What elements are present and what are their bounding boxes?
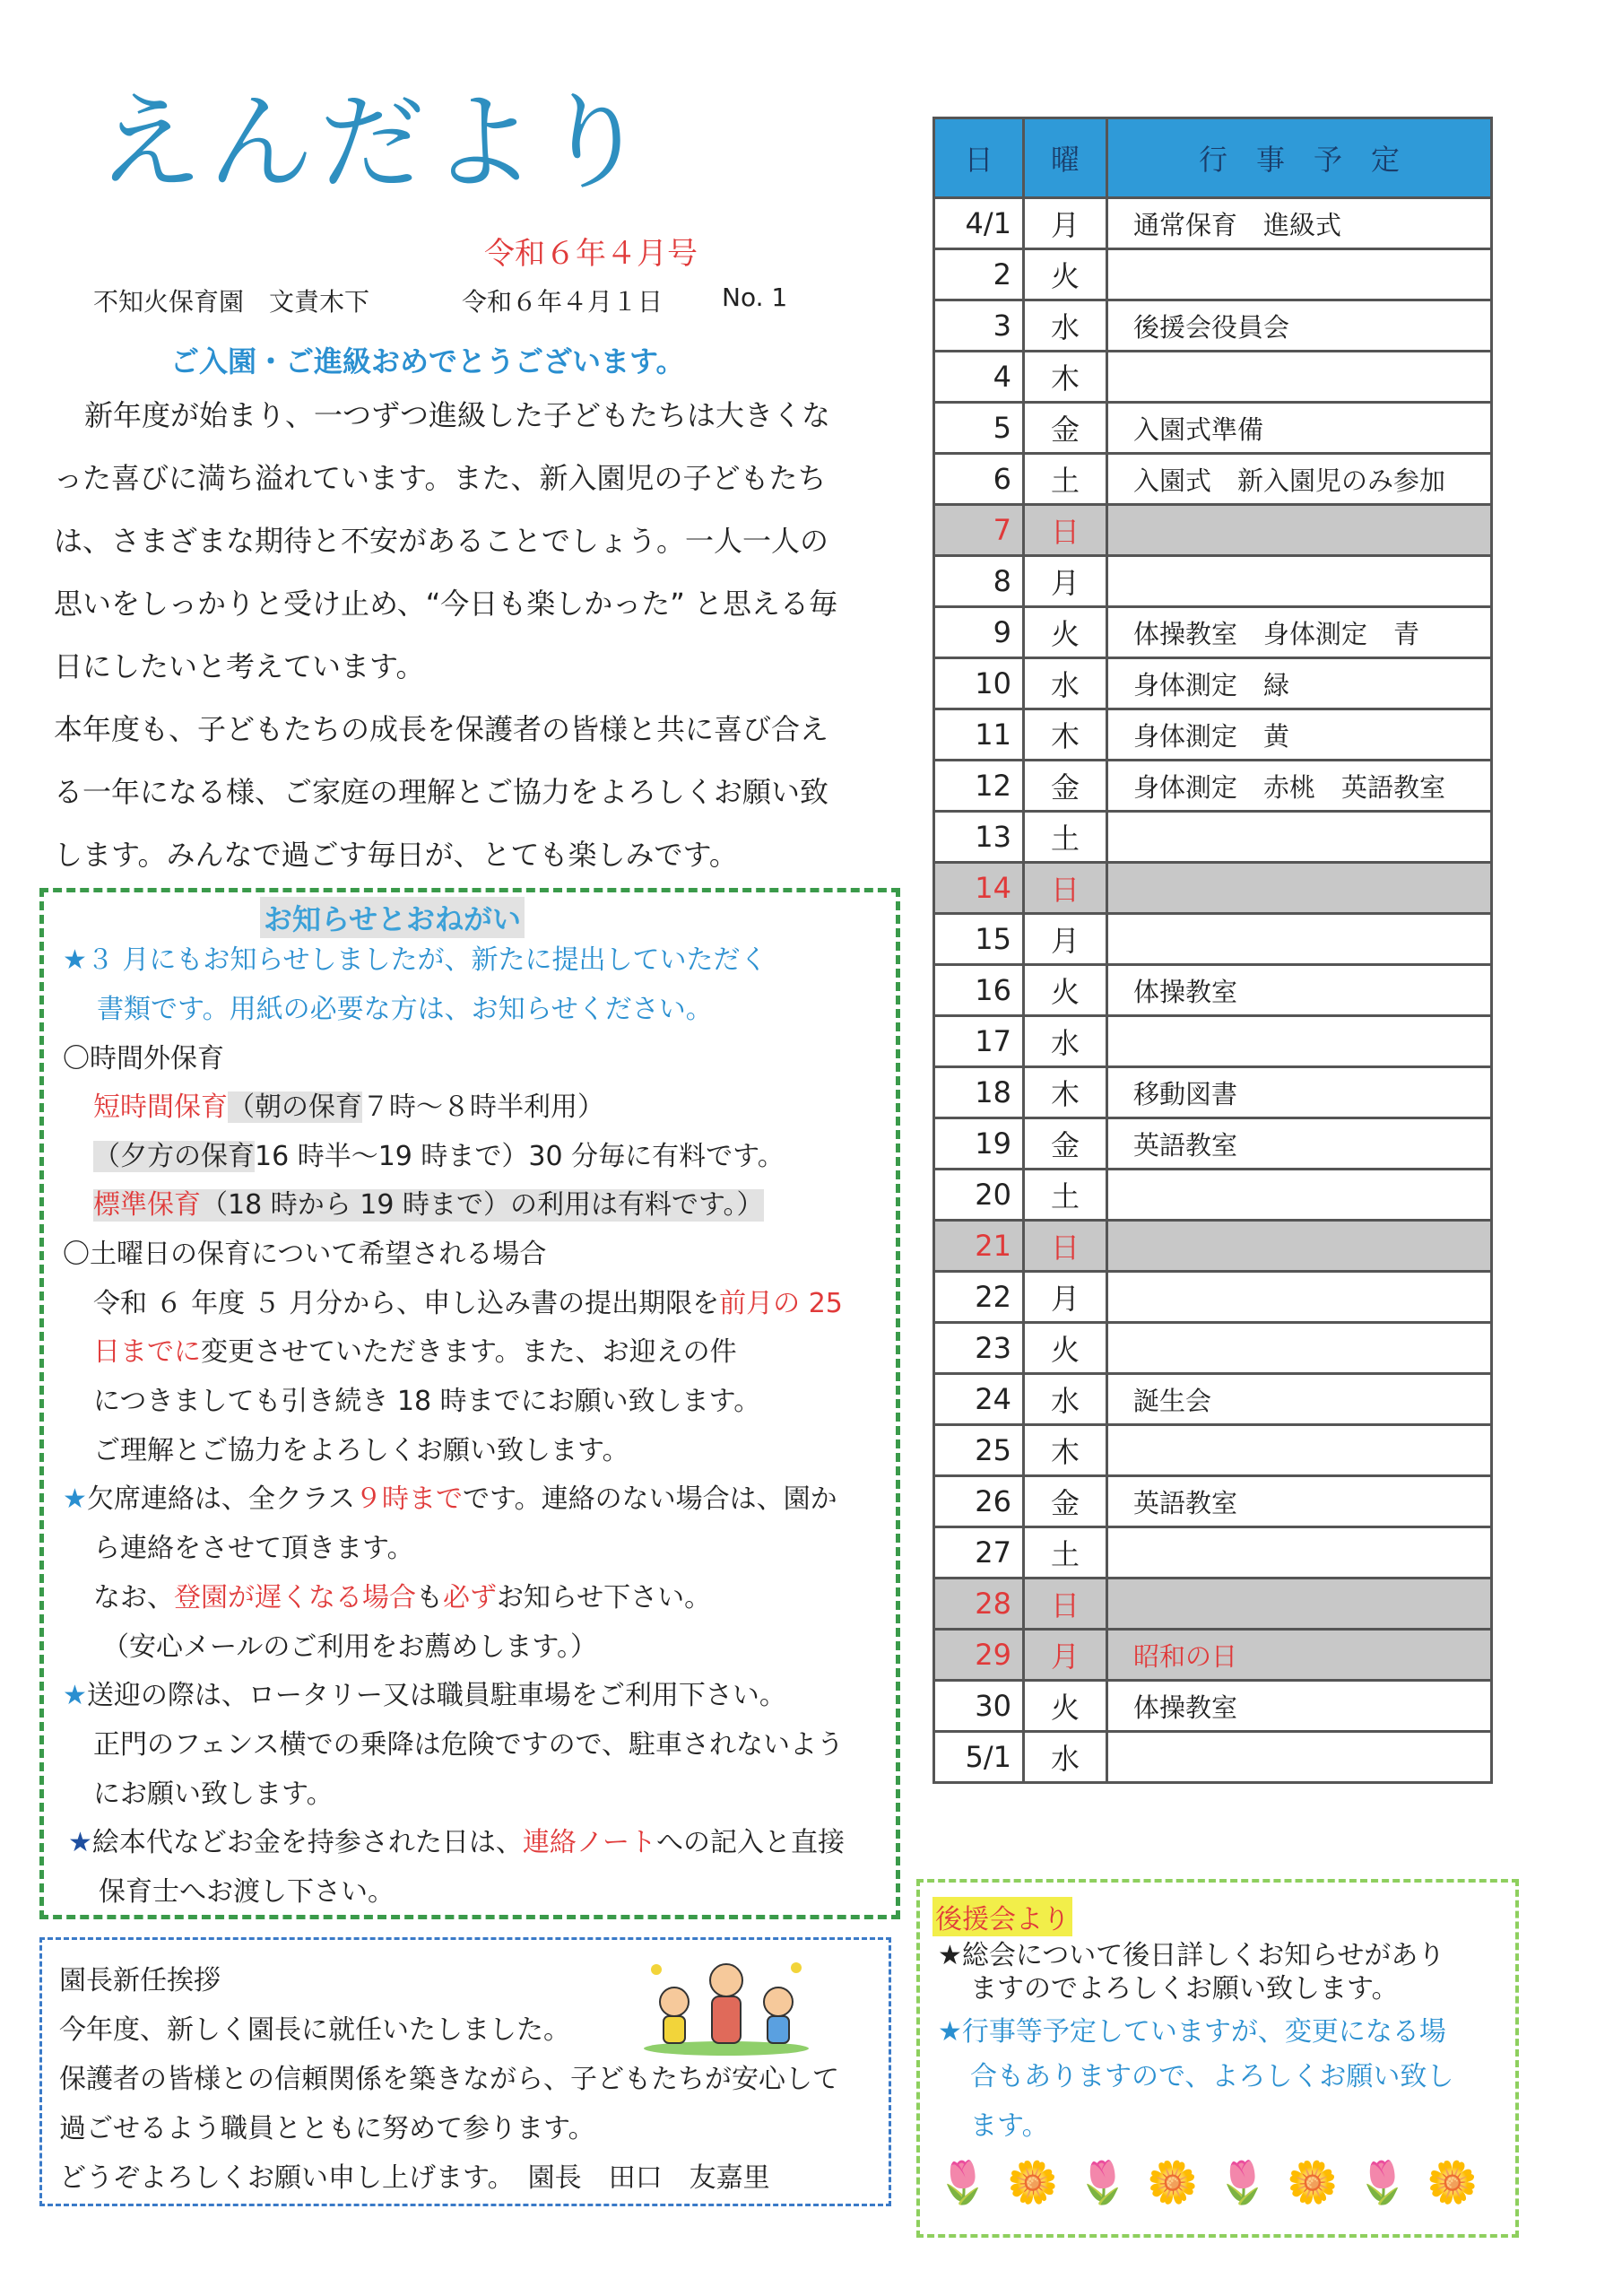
schedule-row — [934, 556, 1492, 607]
schedule-row — [934, 965, 1492, 1016]
schedule-weekday: 月 — [1024, 198, 1107, 249]
pta-line: 合もありますので、よろしくお願い致し — [970, 2061, 1454, 2092]
schedule-day: 21 — [934, 1221, 1024, 1272]
notice-line: 正門のフェンス横での乗降は危険ですので、駐車されないよう — [93, 1729, 844, 1761]
schedule-day: 26 — [934, 1476, 1024, 1527]
schedule-day: 12 — [934, 761, 1024, 812]
schedule-row — [934, 403, 1492, 454]
notice-text: 16 時半～19 時まで）30 分毎に有料です。 — [255, 1141, 785, 1172]
schedule-event — [1107, 1221, 1492, 1272]
schedule-day: 10 — [934, 658, 1024, 709]
schedule-day: 5/1 — [934, 1732, 1024, 1783]
notice-line-evening — [93, 1141, 785, 1173]
schedule-event: 入園式準備 — [1107, 403, 1492, 454]
schedule-event: 移動図書 — [1107, 1067, 1492, 1118]
schedule-event — [1107, 1527, 1492, 1578]
notice-emph: 登園が遅くなる場合 — [174, 1582, 416, 1613]
schedule-weekday: 水 — [1024, 300, 1107, 352]
schedule-day: 4 — [934, 352, 1024, 403]
notice-line-deadline2 — [93, 1336, 737, 1369]
greeting-title: ご入園・ご進級おめでとうございます。 — [170, 344, 685, 378]
schedule-row — [934, 352, 1492, 403]
schedule-event — [1107, 812, 1492, 863]
schedule-row — [934, 1527, 1492, 1578]
schedule-row — [934, 198, 1492, 249]
schedule-day: 16 — [934, 965, 1024, 1016]
notice-line-money — [68, 1827, 845, 1859]
schedule-event: 身体測定 赤桃 英語教室 — [1107, 761, 1492, 812]
header-events: 行 事 予 定 — [1107, 118, 1492, 198]
schedule-weekday: 火 — [1024, 965, 1107, 1016]
schedule-event — [1107, 1016, 1492, 1067]
schedule-event — [1107, 1323, 1492, 1374]
schedule-day: 17 — [934, 1016, 1024, 1067]
notice-emph: 必ず — [443, 1582, 497, 1613]
header-day: 日 — [934, 118, 1024, 198]
principal-title: 園長新任挨拶 — [59, 1965, 221, 1996]
flower-icon: 🌼 — [1427, 2158, 1479, 2206]
schedule-event: 身体測定 黄 — [1107, 709, 1492, 761]
notice-line-pickup — [63, 1680, 786, 1712]
notice-line: 保育士へお渡し下さい。 — [99, 1876, 395, 1908]
notice-line: 〇土曜日の保育について希望される場合 — [63, 1239, 547, 1270]
schedule-day: 28 — [934, 1578, 1024, 1630]
pta-line: ★行事等予定していますが、変更になる場 — [938, 2016, 1446, 2048]
schedule-row — [934, 1630, 1492, 1681]
issue-number: No. 1 — [722, 283, 788, 312]
notice-line-short-care — [93, 1091, 604, 1124]
newsletter-title: えんだより — [97, 81, 654, 204]
children-illustration — [638, 1955, 814, 2056]
schedule-weekday: 月 — [1024, 556, 1107, 607]
schedule-day: 15 — [934, 914, 1024, 965]
schedule-row — [934, 1681, 1492, 1732]
flower-icon: 🌷 — [1217, 2158, 1269, 2206]
schedule-row — [934, 1374, 1492, 1425]
notice-text: です。連絡のない場合は、園か — [463, 1483, 837, 1515]
schedule-day: 20 — [934, 1170, 1024, 1221]
notice-line: （安心メールのご利用をお薦めします。） — [102, 1631, 597, 1663]
org-author: 不知火保育園 文責木下 — [93, 287, 370, 317]
notice-text: 絵本代などお金を持参された日は、 — [91, 1827, 523, 1858]
schedule-row — [934, 761, 1492, 812]
principal-line: 過ごせるよう職員とともに努めて参ります。 — [59, 2113, 595, 2144]
schedule-day: 19 — [934, 1118, 1024, 1170]
pta-line: ★総会について後日詳しくお知らせがあり — [938, 1940, 1445, 1971]
notice-emph: 標準保育 — [93, 1189, 201, 1221]
principal-line: 今年度、新しく園長に就任いたしました。 — [59, 2014, 570, 2046]
schedule-row — [934, 454, 1492, 505]
schedule-day: 4/1 — [934, 198, 1024, 249]
greeting-line: します。みんなで過ごす毎日が、とても楽しみです。 — [54, 838, 738, 872]
notice-text: お知らせ下さい。 — [497, 1582, 712, 1613]
schedule-row — [934, 1732, 1492, 1783]
schedule-event: 誕生会 — [1107, 1374, 1492, 1425]
schedule-weekday: 金 — [1024, 1476, 1107, 1527]
notice-text: への記入と直接 — [656, 1827, 846, 1858]
greeting-line: は、さまざまな期待と不安があることでしょう。一人一人の — [54, 524, 829, 558]
schedule-row — [934, 1170, 1492, 1221]
schedule-event: 身体測定 緑 — [1107, 658, 1492, 709]
pta-line: ます。 — [970, 2110, 1049, 2142]
schedule-event: 後援会役員会 — [1107, 300, 1492, 352]
schedule-row — [934, 300, 1492, 352]
notice-text: 欠席連絡は、全クラス — [86, 1483, 356, 1515]
schedule-weekday: 土 — [1024, 812, 1107, 863]
schedule-day: 2 — [934, 249, 1024, 300]
schedule-row — [934, 1221, 1492, 1272]
schedule-weekday: 金 — [1024, 403, 1107, 454]
schedule-day: 24 — [934, 1374, 1024, 1425]
schedule-weekday: 水 — [1024, 1374, 1107, 1425]
flower-icon: 🌷 — [1357, 2158, 1409, 2206]
schedule-weekday: 土 — [1024, 1527, 1107, 1578]
schedule-event — [1107, 1578, 1492, 1630]
greeting-line: 思いをしっかりと受け止め、“今日も楽しかった” と思える毎 — [54, 587, 838, 621]
schedule-day: 8 — [934, 556, 1024, 607]
schedule-day: 6 — [934, 454, 1024, 505]
schedule-weekday: 火 — [1024, 1681, 1107, 1732]
schedule-row — [934, 1016, 1492, 1067]
notice-emph: 短時間保育 — [93, 1091, 228, 1123]
schedule-event: 昭和の日 — [1107, 1630, 1492, 1681]
schedule-row — [934, 1118, 1492, 1170]
notice-text: （夕方の保育 — [93, 1141, 255, 1172]
schedule-weekday: 金 — [1024, 761, 1107, 812]
schedule-day: 29 — [934, 1630, 1024, 1681]
schedule-event — [1107, 1170, 1492, 1221]
schedule-row — [934, 1578, 1492, 1630]
greeting-line: った喜びに満ち溢れています。また、新入園児の子どもたち — [54, 461, 827, 495]
star-icon: ★ — [63, 1483, 87, 1515]
notice-line: 書類です。用紙の必要な方は、お知らせください。 — [97, 994, 713, 1025]
schedule-weekday: 木 — [1024, 352, 1107, 403]
schedule-weekday: 水 — [1024, 1732, 1107, 1783]
schedule-row — [934, 1272, 1492, 1323]
schedule-event: 通常保育 進級式 — [1107, 198, 1492, 249]
schedule-weekday: 水 — [1024, 658, 1107, 709]
schedule-event: 体操教室 身体測定 青 — [1107, 607, 1492, 658]
schedule-event — [1107, 914, 1492, 965]
star-icon: ★ — [68, 1827, 92, 1858]
schedule-weekday: 火 — [1024, 607, 1107, 658]
schedule-row — [934, 812, 1492, 863]
schedule-weekday: 木 — [1024, 1425, 1107, 1476]
notice-line: にお願い致します。 — [93, 1779, 334, 1810]
notice-line: ご理解とご協力をよろしくお願い致します。 — [93, 1435, 629, 1466]
schedule-weekday: 日 — [1024, 505, 1107, 556]
schedule-event: 体操教室 — [1107, 965, 1492, 1016]
schedule-weekday: 木 — [1024, 709, 1107, 761]
greeting-body — [54, 384, 888, 886]
schedule-day: 9 — [934, 607, 1024, 658]
schedule-row — [934, 249, 1492, 300]
schedule-weekday: 土 — [1024, 1170, 1107, 1221]
schedule-weekday: 月 — [1024, 914, 1107, 965]
schedule-day: 18 — [934, 1067, 1024, 1118]
schedule-weekday: 火 — [1024, 1323, 1107, 1374]
schedule-row — [934, 1476, 1492, 1527]
schedule-row — [934, 863, 1492, 914]
notice-line-deadline — [93, 1288, 843, 1320]
notice-line: につきましても引き続き 18 時までにお願い致します。 — [93, 1386, 761, 1417]
notice-emph: 日までに — [93, 1336, 201, 1368]
schedule-weekday: 日 — [1024, 863, 1107, 914]
issue-date: 令和６年４月１日 — [462, 287, 664, 317]
schedule-row — [934, 607, 1492, 658]
schedule-row — [934, 1323, 1492, 1374]
schedule-row — [934, 505, 1492, 556]
notice-title: お知らせとおねがい — [260, 897, 525, 938]
schedule-weekday: 火 — [1024, 249, 1107, 300]
schedule-event — [1107, 556, 1492, 607]
schedule-row — [934, 914, 1492, 965]
notice-text: 令和 ６ 年度 ５ 月分から、申し込み書の提出期限を — [93, 1288, 720, 1319]
notice-line: 〇時間外保育 — [63, 1043, 224, 1074]
schedule-event — [1107, 1732, 1492, 1783]
schedule-day: 27 — [934, 1527, 1024, 1578]
schedule-event: 英語教室 — [1107, 1476, 1492, 1527]
schedule-weekday: 土 — [1024, 454, 1107, 505]
event-schedule-table — [932, 117, 1493, 1784]
notice-line-late — [93, 1582, 711, 1614]
notice-text: も — [416, 1582, 443, 1613]
principal-line: 保護者の皆様との信頼関係を築きながら、子どもたちが安心して — [59, 2064, 839, 2095]
schedule-event: 体操教室 — [1107, 1681, 1492, 1732]
schedule-row — [934, 1067, 1492, 1118]
notice-text: なお、 — [93, 1582, 174, 1613]
notice-line-absence — [63, 1483, 837, 1516]
greeting-line: 新年度が始まり、一つずつ進級した子どもたちは大きくな — [84, 398, 831, 432]
schedule-weekday: 金 — [1024, 1118, 1107, 1170]
notice-emph: 連絡ノート — [522, 1827, 657, 1858]
schedule-day: 13 — [934, 812, 1024, 863]
notice-text: 変更させていただきます。また、お迎えの件 — [201, 1336, 737, 1368]
schedule-event — [1107, 1425, 1492, 1476]
schedule-weekday: 日 — [1024, 1221, 1107, 1272]
notice-text: ７時～８時半利用） — [362, 1091, 604, 1123]
schedule-weekday: 月 — [1024, 1272, 1107, 1323]
schedule-event — [1107, 863, 1492, 914]
table-header-row — [934, 118, 1492, 198]
schedule-day: 7 — [934, 505, 1024, 556]
issue-label: 令和６年４月号 — [484, 236, 698, 272]
flower-icon: 🌼 — [1007, 2158, 1059, 2206]
schedule-weekday: 水 — [1024, 1016, 1107, 1067]
principal-line: どうぞよろしくお願い申し上げます。 園長 田口 友嘉里 — [59, 2162, 770, 2194]
pta-title: 後援会より — [932, 1897, 1072, 1936]
notice-text: 送迎の際は、ロータリー又は職員駐車場をご利用下さい。 — [86, 1680, 786, 1711]
schedule-row — [934, 709, 1492, 761]
schedule-weekday: 木 — [1024, 1067, 1107, 1118]
schedule-day: 14 — [934, 863, 1024, 914]
notice-emph: ９時まで — [355, 1483, 464, 1515]
schedule-day: 5 — [934, 403, 1024, 454]
schedule-row — [934, 658, 1492, 709]
schedule-day: 3 — [934, 300, 1024, 352]
schedule-event: 入園式 新入園児のみ参加 — [1107, 454, 1492, 505]
schedule-event — [1107, 505, 1492, 556]
schedule-event: 英語教室 — [1107, 1118, 1492, 1170]
notice-line: ★３ 月にもお知らせしましたが、新たに提出していただく — [63, 944, 768, 976]
schedule-day: 30 — [934, 1681, 1024, 1732]
schedule-day: 11 — [934, 709, 1024, 761]
schedule-weekday: 月 — [1024, 1630, 1107, 1681]
greeting-line: 日にしたいと考えています。 — [54, 649, 425, 683]
pta-line: ますのでよろしくお願い致します。 — [970, 1973, 1399, 2005]
schedule-day: 22 — [934, 1272, 1024, 1323]
schedule-row — [934, 1425, 1492, 1476]
flower-icon: 🌼 — [1287, 2158, 1339, 2206]
notice-emph: 前月の 25 — [719, 1288, 843, 1319]
notice-text: （18 時から 19 時まで）の利用は有料です。） — [201, 1189, 764, 1221]
schedule-weekday: 日 — [1024, 1578, 1107, 1630]
flower-icon: 🌷 — [1077, 2158, 1129, 2206]
schedule-event — [1107, 1272, 1492, 1323]
schedule-day: 25 — [934, 1425, 1024, 1476]
schedule-day: 23 — [934, 1323, 1024, 1374]
notice-line-standard — [93, 1189, 764, 1222]
notice-text: （朝の保育 — [228, 1091, 362, 1123]
notice-line: ら連絡をさせて頂きます。 — [93, 1533, 414, 1564]
greeting-line: 本年度も、子どもたちの成長を保護者の皆様と共に喜び合え — [54, 712, 829, 746]
schedule-event — [1107, 249, 1492, 300]
flower-icon: 🌷 — [937, 2158, 989, 2206]
schedule-event — [1107, 352, 1492, 403]
header-weekday: 曜 — [1024, 118, 1107, 198]
greeting-line: る一年になる様、ご家庭の理解とご協力をよろしくお願い致 — [54, 775, 829, 809]
star-icon: ★ — [63, 1680, 87, 1711]
flower-icon: 🌼 — [1147, 2158, 1199, 2206]
